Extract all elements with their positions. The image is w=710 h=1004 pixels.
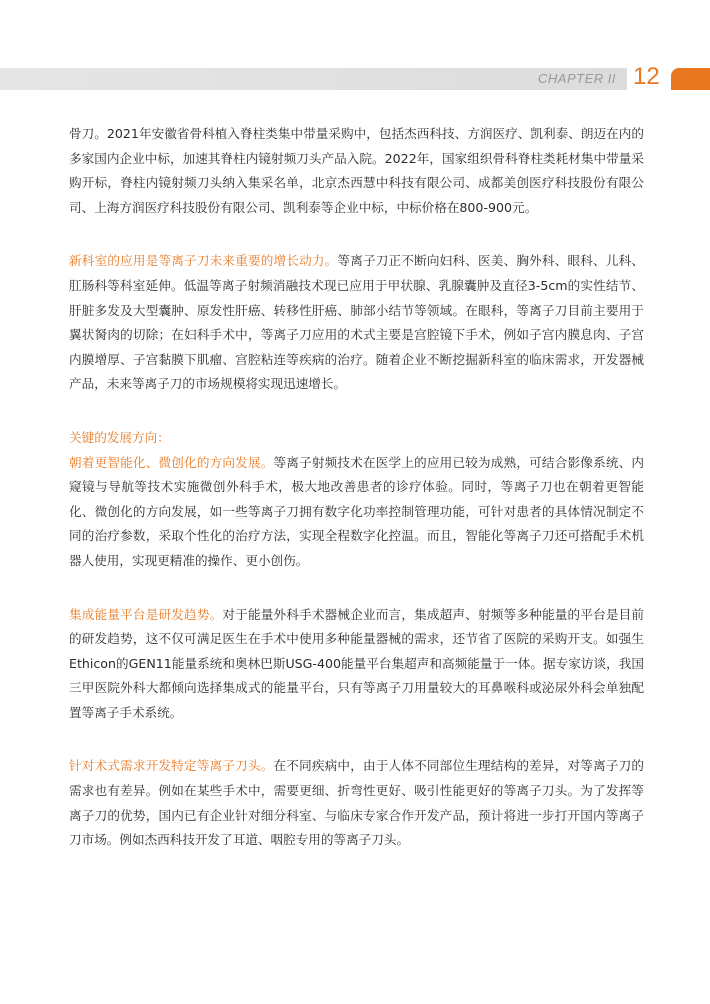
paragraph-3-lead: 朝着更智能化、微创化的方向发展。 <box>69 454 274 470</box>
paragraph-4 <box>69 603 644 726</box>
paragraph-2-lead: 新科室的应用是等离子刀未来重要的增长动力。 <box>69 253 338 269</box>
paragraph-4-text: 对于能量外科手术器械企业而言，集成超声、射频等多种能量的平台是目前的研发趋势，这不仅可满足医生在手术中使用多种能量器械的需求，还节省了医院的采购开支。如强生Ethicon的GEN11能量系统和奥林巴斯USG-400能量平台集超声和高频能量于一体。据专家访谈，我国三甲医院外科大都倾向选择集成式的能量平台，只有等离子刀用量较大的耳鼻喉科或泌尿外科会单独配置等离子手术系统。 <box>69 606 645 720</box>
paragraph-2-text: 等离子刀正不断向妇科、医美、胸外科、眼科、儿科、肛肠科等科室延伸。低温等离子射频消融技术现已应用于甲状腺、乳腺囊肿及直径3-5cm的实性结节、肝脏多发及大型囊肿、原发性肝癌、转移性肝癌、肺部小结节等领域。在眼科，等离子刀目前主要用于翼状胬肉的切除；在妇科手术中，等离子刀应用的术式主要是宫腔镜下手术，例如子宫内膜息肉、子宫内膜增厚、子宫黏膜下肌瘤、宫腔粘连等疾病的治疗。随着企业不断挖掘新科室的临床需求，开发器械产品，未来等离子刀的市场规模将实现迅速增长。 <box>69 253 645 392</box>
paragraph-4-lead: 集成能量平台是研发趋势。 <box>69 606 223 622</box>
section-heading: 关键的发展方向： <box>69 429 170 445</box>
paragraph-2 <box>69 249 644 397</box>
paragraph-5-lead: 针对术式需求开发特定等离子刀头。 <box>69 758 274 774</box>
paragraph-3 <box>69 451 644 574</box>
paragraph-3-text: 等离子射频技术在医学上的应用已较为成熟，可结合影像系统、内窥镜与导航等技术实施微创外科手术，极大地改善患者的诊疗体验。同时，等离子刀也在朝着更智能化、微创化的方向发展，如一些等离子刀拥有数字化功率控制管理功能，可针对患者的具体情况制定不同的治疗参数，采取个性化的治疗方法，实现全程数字化控温。而且，智能化等离子刀还可搭配手术机器人使用，实现更精准的操作、更小创伤。 <box>69 454 645 568</box>
paragraph-1-text: 骨刀。2021年安徽省骨科植入脊柱类集中带量采购中，包括杰西科技、方润医疗、凯利泰、朗迈在内的多家国内企业中标，加速其脊柱内镜射频刀头产品入院。2022年，国家组织骨科脊柱类耗材集中带量采购开标，脊柱内镜射频刀头纳入集采名单，北京杰西慧中科技有限公司、成都美创医疗科技股份有限公司、上海方润医疗科技股份有限公司、凯利泰等企业中标，中标价格在800-900元。 <box>69 126 644 215</box>
page-number: 12 <box>633 63 660 90</box>
header-band <box>0 68 627 90</box>
chapter-label: CHAPTER II <box>538 71 616 86</box>
page-body <box>69 122 644 882</box>
paragraph-5-text: 在不同疾病中，由于人体不同部位生理结构的差异，对等离子刀的需求也有差异。例如在某些手术中，需要更细、折弯性更好、吸引性能更好的等离子刀头。为了发挥等离子刀的优势，国内已有企业针对细分科室、与临床专家合作开发产品，预计将进一步打开国内等离子刀市场。例如杰西科技开发了耳道、咽腔专用的等离子刀头。 <box>69 758 645 848</box>
accent-tab <box>671 68 710 90</box>
paragraph-5 <box>69 754 644 852</box>
paragraph-1 <box>69 122 644 220</box>
